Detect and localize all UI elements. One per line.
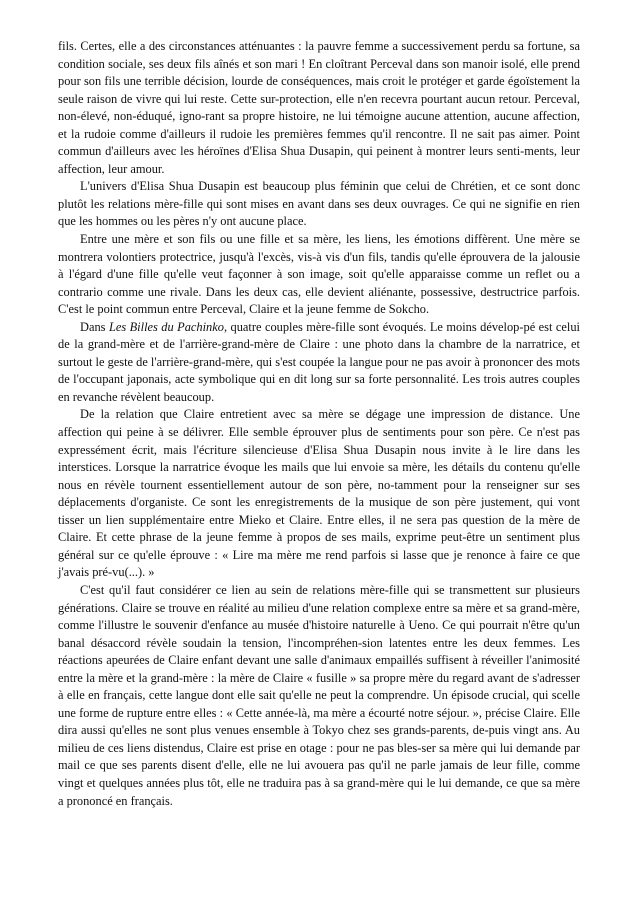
paragraph-text: Entre une mère et son fils ou une fille et sa mère, les liens, les émotions diffèrent. Une mère se montrera volontiers protectrice, jusqu'à l'excès, vis-à vis d'un fils, tandis qu'elle éprouvera de la jalousie à l'égard d'une fille qu'elle veut façonner à son image, soit qu'elle apparaisse comme un reflet ou a contrario comme une rivale. Dans les deux cas, elle devient aliénante, possessive, destructrice parfois. C'est le point commun entre Perceval, Claire et la jeune femme de Sokcho.	[58, 232, 580, 317]
book-title: Les Billes du Pachinko	[108, 319, 224, 334]
paragraph-text: C'est qu'il faut considérer ce lien au sein de relations mère-fille qui se transmettent sur plusieurs générations. Claire se trouve en réalité au milieu d'une relation complexe entre sa mère et sa grand-mère, comme l'illustre le souvenir d'enfance au musée d'histoire naturelle à Ueno. Ce qui pourrait n'être qu'un banal désaccord révèle soudain la tension, l'incompréhen-sion latentes entre les deux femmes. Les réactions apeurées de Claire enfant devant une salle d'animaux empaillés suffisent à réveiller l'animosité entre la mère et la grand-mère : la mère de Claire « fusille » sa propre mère du regard avant de s'adresser à elle en français, cette langue dont elle sait qu'elle ne peut la comprendre. Un épisode crucial, qui scelle une forme de rupture entre elles : « Cette année-là, ma mère a écourté notre séjour. », précise Claire. Elle dira aussi qu'elles ne sont plus venues ensemble à Tokyo chez ses grands-parents, de-puis vingt ans. Au milieu de ces liens distendus, Claire est prise en otage : pour ne pas bles-ser sa mère qui lui demande par mail ce que ses parents disent d'elle, elle ne lui avouera pas qu'il ne parle jamais de leur fille, comme vingt et quelques années plus tôt, elle ne traduira pas à sa grand-mère qui le lui demande, ce que sa mère a prononcé en français.	[58, 582, 580, 808]
paragraph-text: L'univers d'Elisa Shua Dusapin est beaucoup plus féminin que celui de Chrétien, et ce sont donc plutôt les relations mère-fille qui sont mises en avant dans ses deux ouvrages. Ce qui ne signifie en rien que les hommes ou les pères n'y ont aucune place.	[58, 179, 580, 229]
paragraph-4	[58, 319, 580, 407]
paragraph-5	[58, 406, 580, 581]
paragraph-6	[58, 582, 580, 810]
paragraph-text: Dans	[80, 319, 109, 334]
paragraph-1	[58, 38, 580, 178]
paragraph-text: , quatre couples mère-fille sont évoqués. Le moins dévelop-pé est celui de la grand-mère et de l'arrière-grand-mère de Claire : une photo dans la chambre de la narratrice, et surtout le geste de l'arrière-grand-mère, qui s'est coupée la langue pour ne pas avoir à prononcer des mots de l'occupant japonais, acte symbolique qui en dit long sur sa forte personnalité. Les trois autres couples en revanche révèlent beaucoup.	[58, 319, 580, 404]
paragraph-2	[58, 178, 580, 231]
paragraph-text: fils. Certes, elle a des circonstances atténuantes : la pauvre femme a successivement perdu sa fortune, sa condition sociale, ses deux fils aînés et son mari ! En cloîtrant Perceval dans son manoir isolé, elle prend pour son fils une terrible décision, lourde de conséquences, mais croit le protéger et garde égoïstement la seule raison de vivre qui lui reste. Cette sur-protection, elle n'en recevra pourtant aucun retour. Perceval, non-élevé, non-éduqué, igno-rant sa propre histoire, ne lui témoigne aucune attention, aucune affection, et la rudoie comme d'ailleurs il rudoie les premières femmes qu'il rencontre. Il ne sait pas aimer. Point commun d'ailleurs avec les héroïnes d'Elisa Shua Dusapin, qui peinent à montrer leurs senti-ments, leur affection, leur amour.	[58, 39, 580, 176]
paragraph-text: De la relation que Claire entretient avec sa mère se dégage une impression de distance. Une affection qui peine à se délivrer. Elle semble éprouver plus de sentiments pour son père. Ce n'est pas expressément écrit, mais l'écriture silencieuse d'Elisa Shua Dusapin nous invite à le lire dans les interstices. Lorsque la narratrice évoque les mails que lui envoie sa mère, les détails du contenu qu'elle nous en révèle tournent essentiellement autour de son père, no-tamment pour la renseigner sur ses déplacements d'organiste. Ce sont les enregistrements de la musique de son père justement, qui vont tisser un lien supplémentaire entre Mieko et Claire. Entre elles, il ne sera pas question de la mère de Claire. Et cette phrase de la jeune femme à propos de ses mails, exprime peut-être un sentiment plus général sur ce qu'elle éprouve : « Lire ma mère me rend parfois si lasse que je renonce à faire ce que j'avais pré-vu(...). »	[58, 407, 580, 580]
paragraph-3	[58, 231, 580, 319]
document-page	[58, 38, 580, 810]
